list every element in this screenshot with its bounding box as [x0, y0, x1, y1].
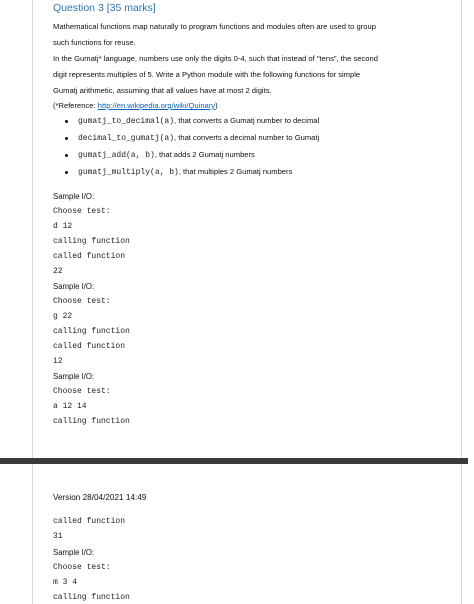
function-item — [78, 133, 319, 143]
version-stamp: Version 28/04/2021 14:49 — [53, 493, 147, 502]
reference-prefix: (*Reference: — [53, 101, 98, 110]
bullet-icon — [65, 154, 68, 157]
sample-output-line: called function — [53, 252, 126, 261]
function-item — [78, 167, 292, 177]
bullet-icon — [65, 120, 68, 123]
paragraph-line-4: digit represents multiples of 5. Write a Python module with the following functions for simple — [53, 70, 361, 79]
document-page-1 — [32, 0, 462, 458]
function-signature: gumatj_multiply(a, b) — [78, 168, 179, 177]
paragraph-line-1: Mathematical functions map naturally to program functions and modules often are used to group — [53, 22, 376, 31]
viewer-scroll-edge[interactable] — [468, 0, 474, 604]
sample-output-line: called function — [53, 342, 126, 351]
document-page-2 — [32, 464, 462, 604]
reference-suffix: ) — [215, 101, 218, 110]
sample-output-line: Choose test: — [53, 387, 111, 396]
sample-output-line: d 12 — [53, 222, 73, 231]
sample-io-label: Sample I/O: — [53, 282, 95, 291]
function-description: , that converts a Gumatj number to decimal — [174, 116, 320, 125]
sample-output-line: calling function — [53, 417, 130, 426]
function-item — [78, 150, 255, 160]
sample-output-line: a 12 14 — [53, 402, 87, 411]
function-description: , that converts a decimal number to Gumatj — [174, 133, 320, 142]
function-signature: decimal_to_gumatj(a) — [78, 134, 175, 143]
reference-note — [53, 101, 218, 110]
function-item — [78, 116, 319, 126]
sample-output-line: calling function — [53, 327, 130, 336]
paragraph-line-2: such functions for reuse. — [53, 38, 136, 47]
bullet-icon — [65, 171, 68, 174]
quinary-reference-link[interactable]: http://en.wikipedia.org/wiki/Quinary — [97, 101, 216, 110]
sample-output-line: Choose test: — [53, 297, 111, 306]
question-heading: Question 3 [35 marks] — [53, 2, 156, 14]
paragraph-line-3: In the Gumatj* language, numbers use only the digits 0-4, such that instead of "tens", the second — [53, 54, 378, 63]
function-description: , that multiples 2 Gumatj numbers — [178, 167, 293, 176]
sample-output-line: calling function — [53, 593, 130, 602]
sample-io-label: Sample I/O: — [53, 372, 95, 381]
bullet-icon — [65, 137, 68, 140]
sample-output-line: 22 — [53, 267, 63, 276]
function-description: , that adds 2 Gumatj numbers — [154, 150, 255, 159]
sample-output-line: 12 — [53, 357, 63, 366]
sample-output-line: called function — [53, 517, 126, 526]
sample-output-line: g 22 — [53, 312, 73, 321]
sample-output-line: m 3 4 — [53, 578, 78, 587]
sample-output-line: Choose test: — [53, 563, 111, 572]
sample-io-label: Sample I/O: — [53, 548, 95, 557]
function-signature: gumatj_to_decimal(a) — [78, 117, 175, 126]
sample-output-line: calling function — [53, 237, 130, 246]
sample-output-line: 31 — [53, 532, 63, 541]
paragraph-line-5: Gumatj arithmetic, assuming that all values have at most 2 digits. — [53, 86, 272, 95]
function-signature: gumatj_add(a, b) — [78, 151, 155, 160]
sample-io-label: Sample I/O: — [53, 192, 95, 201]
sample-output-line: Choose test: — [53, 207, 111, 216]
